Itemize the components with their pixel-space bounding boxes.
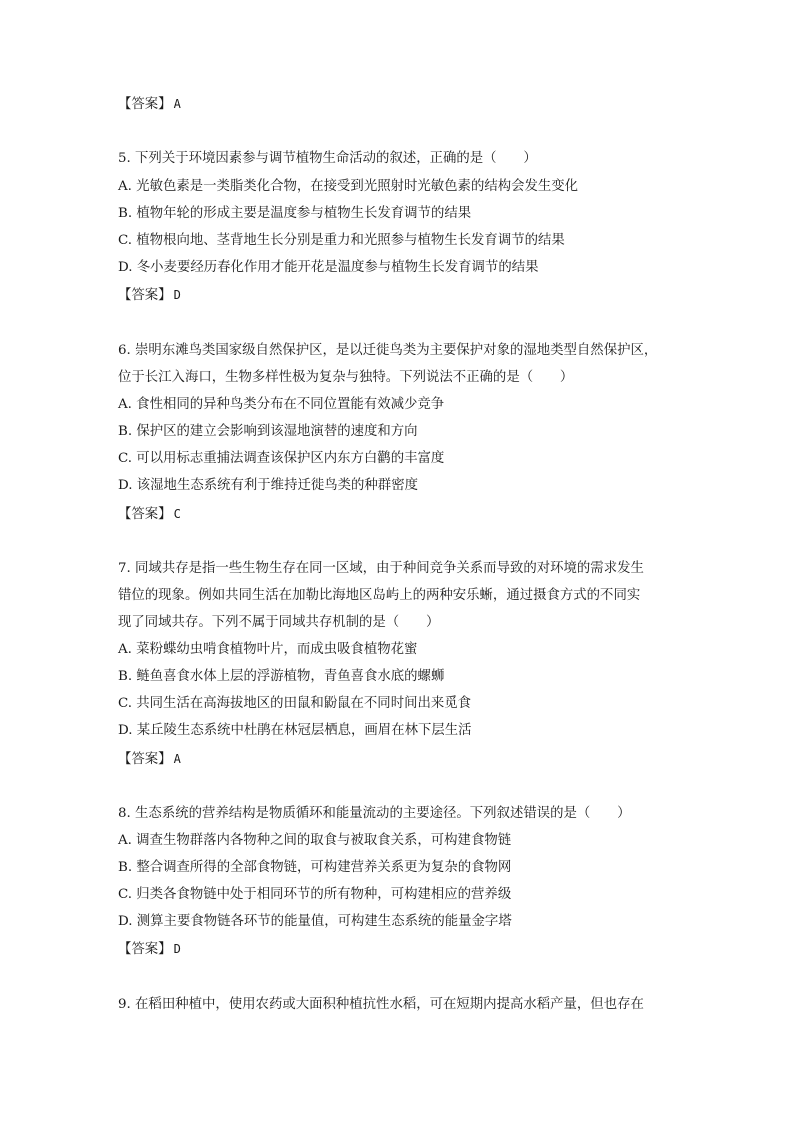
question-5-option-a: A. 光敏色素是一类脂类化合物，在接受到光照射时光敏色素的结构会发生变化 <box>118 179 579 194</box>
answer-label: 【答案】 <box>118 752 172 767</box>
question-9-stem: 9. 在稻田种植中，使用农药或大面积种植抗性水稻，可在短期内提高水稻产量，但也存在 <box>118 997 644 1012</box>
answer-label: 【答案】 <box>118 97 172 112</box>
question-6-stem-line-1: 6. 崇明东滩鸟类国家级自然保护区，是以迁徙鸟类为主要保护对象的湿地类型自然保护区， <box>118 343 658 358</box>
question-7-stem-line-1: 7. 同域共存是指一些生物生存在同一区域，由于种间竞争关系而导致的对环境的需求发生 <box>118 561 644 576</box>
answer-q8 <box>118 940 181 959</box>
answer-q6 <box>118 505 181 524</box>
question-6-stem-line-2: 位于长江入海口，生物多样性极为复杂与独特。下列说法不正确的是（ ） <box>118 370 574 385</box>
question-8-stem: 8. 生态系统的营养结构是物质循环和能量流动的主要途径。下列叙述错误的是（ ） <box>118 806 631 821</box>
answer-value: D <box>173 942 181 956</box>
question-6-option-d: D. 该湿地生态系统有利于维持迁徙鸟类的种群密度 <box>118 478 418 493</box>
question-7-stem-line-2: 错位的现象。例如共同生活在加勒比海地区岛屿上的两种安乐蜥，通过摄食方式的不同实 <box>118 588 641 603</box>
answer-q7 <box>118 750 181 769</box>
question-6-option-a: A. 食性相同的异种鸟类分布在不同位置能有效减少竞争 <box>118 397 445 412</box>
question-5-stem: 5. 下列关于环境因素参与调节植物生命活动的叙述，正确的是（ ） <box>118 151 537 166</box>
question-6-option-c: C. 可以用标志重捕法调查该保护区内东方白鹳的丰富度 <box>118 451 445 466</box>
question-8-option-b: B. 整合调查所得的全部食物链，可构建营养关系更为复杂的食物网 <box>118 860 512 875</box>
answer-q5 <box>118 286 181 305</box>
answer-q4 <box>118 95 181 114</box>
question-7-option-c: C. 共同生活在高海拔地区的田鼠和鼢鼠在不同时间出来觅食 <box>118 696 472 711</box>
question-8-option-a: A. 调查生物群落内各物种之间的取食与被取食关系，可构建食物链 <box>118 833 512 848</box>
answer-label: 【答案】 <box>118 507 172 522</box>
question-5-option-d: D. 冬小麦要经历春化作用才能开花是温度参与植物生长发育调节的结果 <box>118 260 539 275</box>
question-8-option-c: C. 归类各食物链中处于相同环节的所有物种，可构建相应的营养级 <box>118 887 512 902</box>
question-8-option-d: D. 测算主要食物链各环节的能量值，可构建生态系统的能量金字塔 <box>118 914 512 929</box>
question-5-option-c: C. 植物根向地、茎背地生长分别是重力和光照参与植物生长发育调节的结果 <box>118 233 565 248</box>
question-7-option-a: A. 菜粉蝶幼虫啃食植物叶片，而成虫吸食植物花蜜 <box>118 642 418 657</box>
answer-label: 【答案】 <box>118 942 172 957</box>
question-7-option-d: D. 某丘陵生态系统中杜鹃在林冠层栖息，画眉在林下层生活 <box>118 723 472 738</box>
answer-label: 【答案】 <box>118 288 172 303</box>
answer-value: C <box>173 507 181 521</box>
question-7-option-b: B. 鲢鱼喜食水体上层的浮游植物，青鱼喜食水底的螺蛳 <box>118 669 445 684</box>
answer-value: A <box>173 97 181 111</box>
question-5-option-b: B. 植物年轮的形成主要是温度参与植物生长发育调节的结果 <box>118 206 472 221</box>
answer-value: D <box>173 288 181 302</box>
question-6-option-b: B. 保护区的建立会影响到该湿地演替的速度和方向 <box>118 424 418 439</box>
question-7-stem-line-3: 现了同域共存。下列不属于同域共存机制的是（ ） <box>118 615 440 630</box>
answer-value: A <box>173 752 181 766</box>
